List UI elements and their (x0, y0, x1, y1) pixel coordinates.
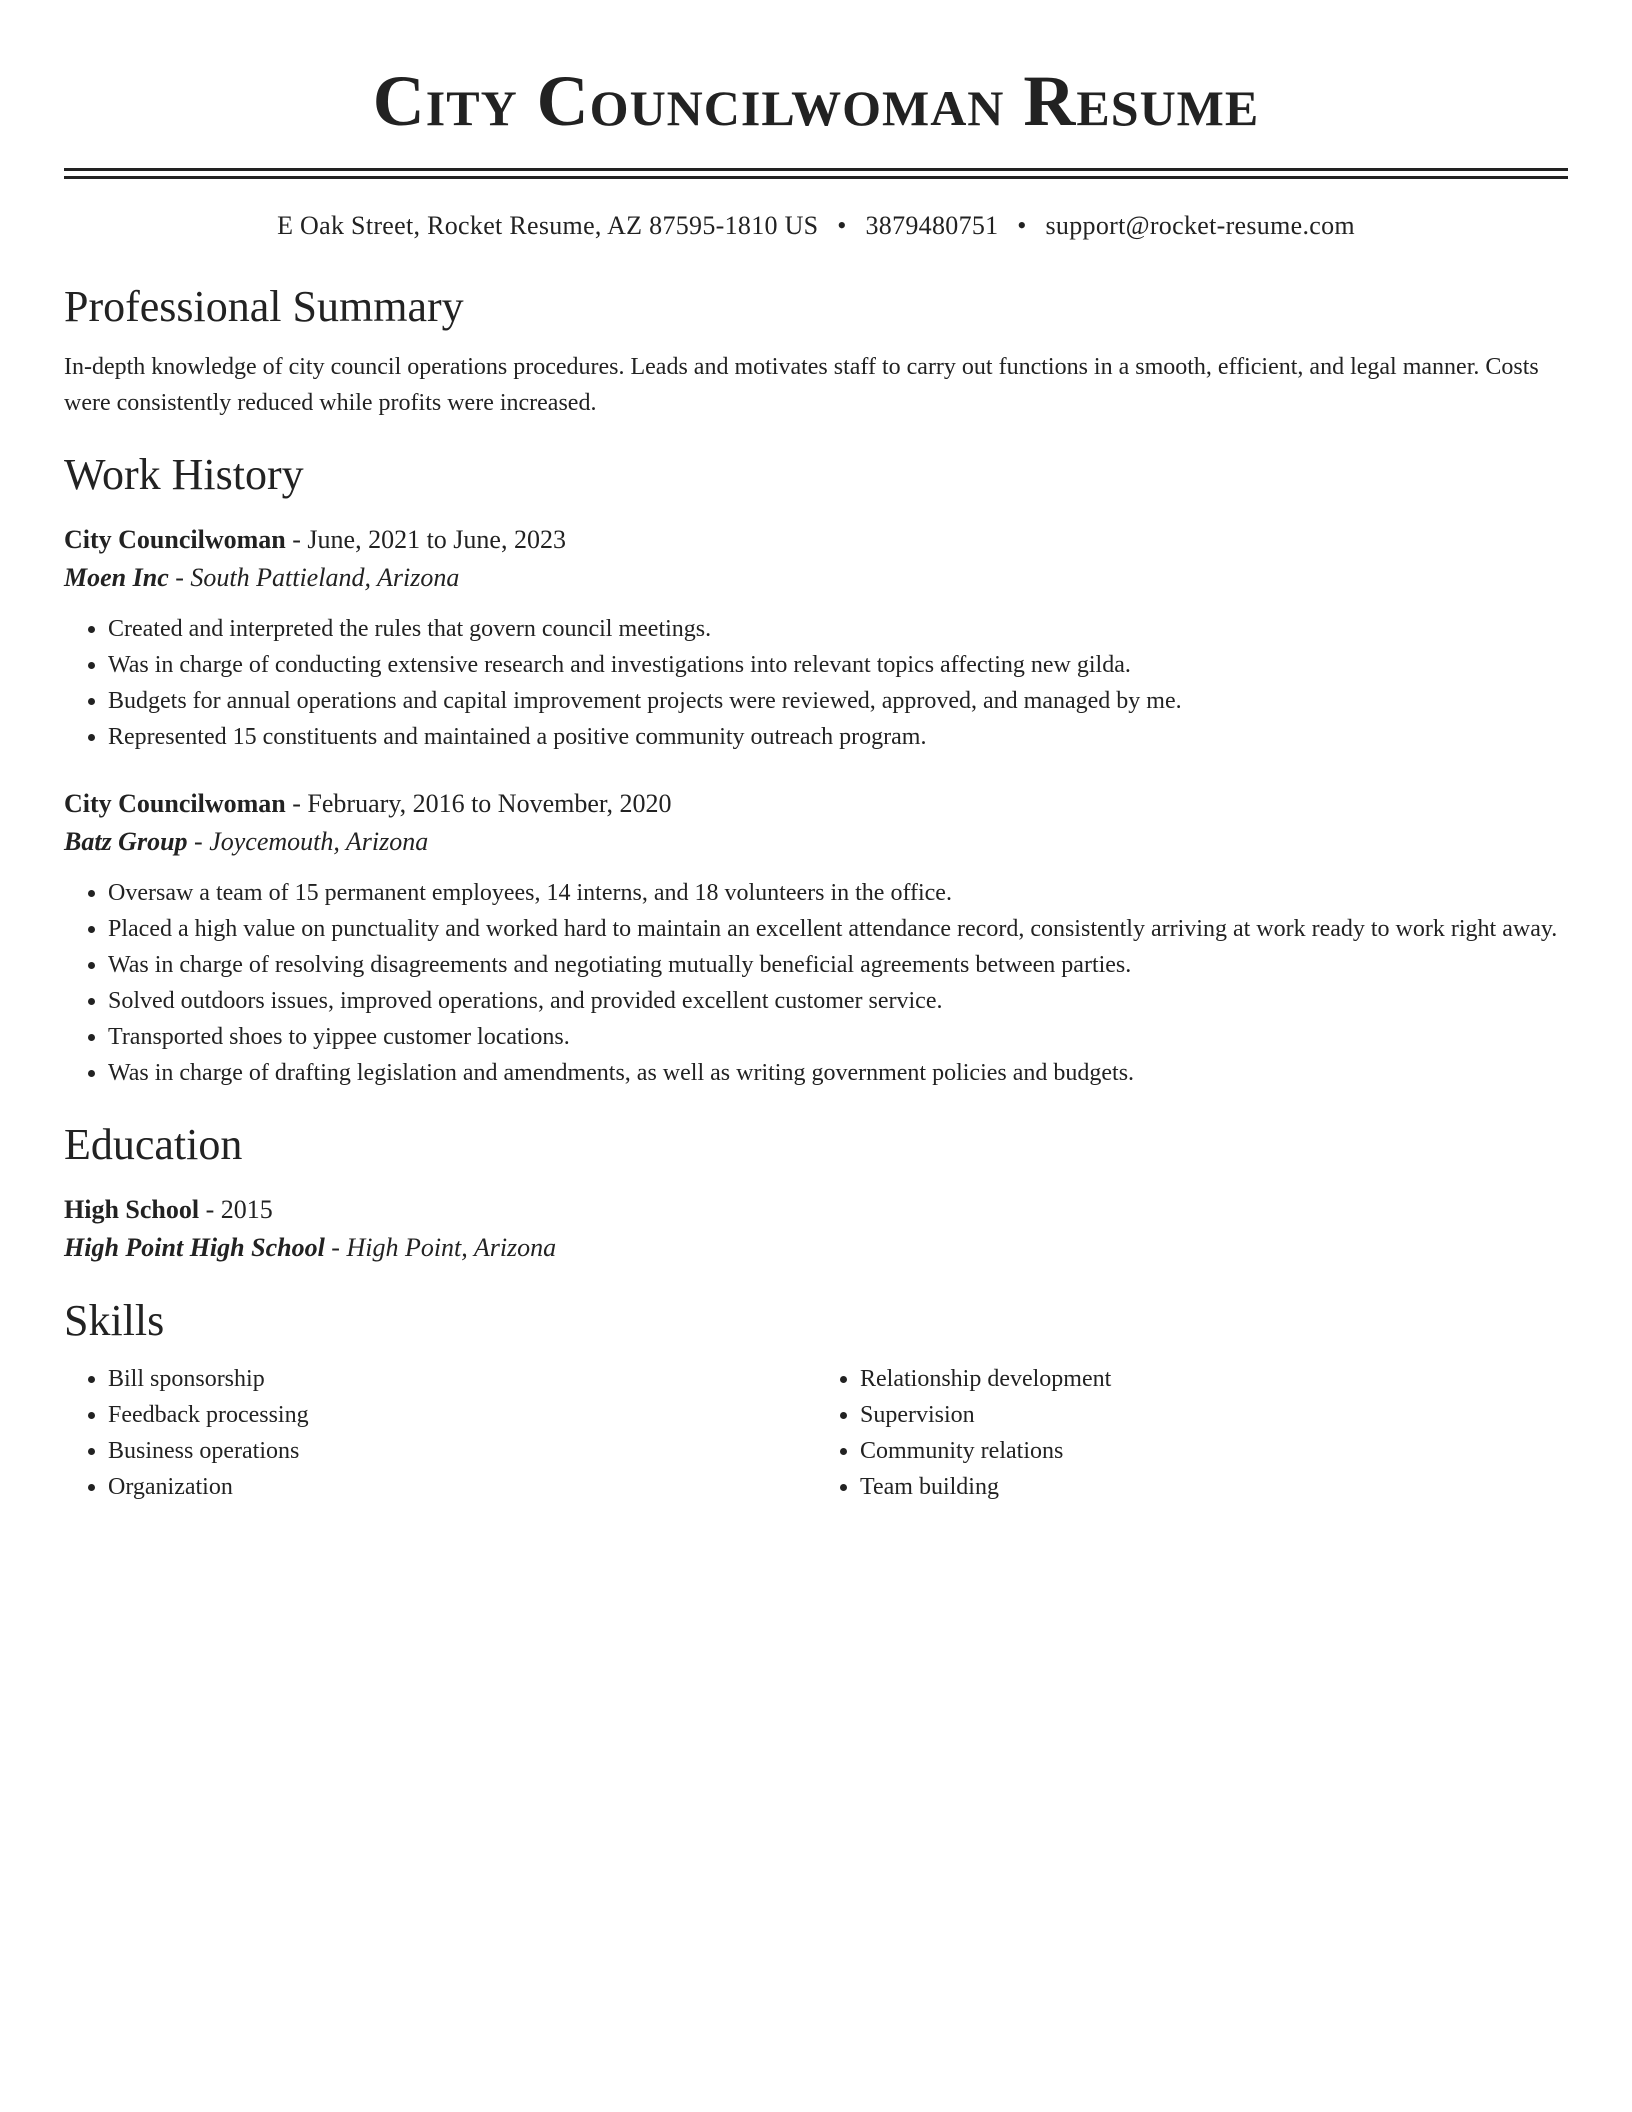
contact-email: support@rocket-resume.com (1045, 211, 1355, 240)
contact-separator: • (1017, 211, 1027, 240)
company-line (64, 559, 1568, 597)
skills-heading: Skills (64, 1296, 165, 1345)
work-history-heading: Work History (64, 450, 304, 499)
school-line (64, 1229, 1568, 1267)
list-item: • Placed a high value on punctuality and worked hard to maintain an excellent attendance record, consistently arriving at work ready to work right away. (108, 911, 1568, 947)
list-item: • Created and interpreted the rules that govern council meetings. (108, 611, 1568, 647)
company-name: Moen Inc (64, 563, 169, 592)
degree-year: - 2015 (199, 1195, 273, 1224)
summary-heading: Professional Summary (64, 282, 464, 331)
degree-name: High School (64, 1195, 200, 1224)
company-location: - Joycemouth, Arizona (187, 827, 429, 856)
job-title-line (64, 785, 1568, 823)
skills-column-left (64, 1361, 816, 1505)
contact-phone: 3879480751 (865, 211, 999, 240)
skills-column-right (816, 1361, 1568, 1505)
list-item: • Transported shoes to yippee customer locations. (108, 1019, 1568, 1055)
school-name: High Point High School (64, 1233, 325, 1262)
list-item: • Was in charge of resolving disagreements and negotiating mutually beneficial agreements between parties. (108, 947, 1568, 983)
skill-item: • Relationship development (860, 1361, 1568, 1397)
job-title: City Councilwoman (64, 525, 286, 554)
title-divider (64, 168, 1568, 179)
company-location: - South Pattieland, Arizona (168, 563, 460, 592)
skill-item: • Feedback processing (108, 1397, 816, 1433)
company-line (64, 823, 1568, 861)
job-entry (64, 785, 1568, 1091)
resume-title: City Councilwoman Resume (372, 61, 1260, 141)
job-dates: - February, 2016 to November, 2020 (285, 789, 672, 818)
degree-line (64, 1191, 1568, 1229)
list-item: • Was in charge of conducting extensive research and investigations into relevant topics affecting new gilda. (108, 647, 1568, 683)
contact-address: E Oak Street, Rocket Resume, AZ 87595-1810 US (277, 211, 819, 240)
company-name: Batz Group (64, 827, 188, 856)
summary-text: In-depth knowledge of city council operations procedures. Leads and motivates staff to carry out functions in a smooth, efficient, and legal manner. Costs were consistently reduced while profits were increased. (64, 354, 1539, 416)
skill-item: • Team building (860, 1469, 1568, 1505)
skill-item: • Community relations (860, 1433, 1568, 1469)
job-bullets (64, 611, 1568, 755)
education-heading: Education (64, 1120, 243, 1169)
contact-separator: • (837, 211, 847, 240)
list-item: • Budgets for annual operations and capital improvement projects were reviewed, approved, and managed by me. (108, 683, 1568, 719)
contact-info (64, 209, 1568, 243)
skill-item: • Business operations (108, 1433, 816, 1469)
job-dates: - June, 2021 to June, 2023 (285, 525, 566, 554)
list-item: • Represented 15 constituents and maintained a positive community outreach program. (108, 719, 1568, 755)
list-item: • Solved outdoors issues, improved operations, and provided excellent customer service. (108, 983, 1568, 1019)
job-title-line (64, 521, 1568, 559)
job-bullets (64, 875, 1568, 1091)
skills-grid (64, 1361, 1568, 1505)
job-entry (64, 521, 1568, 755)
skill-item: • Bill sponsorship (108, 1361, 816, 1397)
list-item: • Oversaw a team of 15 permanent employees, 14 interns, and 18 volunteers in the office. (108, 875, 1568, 911)
job-title: City Councilwoman (64, 789, 286, 818)
list-item: • Was in charge of drafting legislation and amendments, as well as writing government policies and budgets. (108, 1055, 1568, 1091)
education-entry (64, 1191, 1568, 1267)
skill-item: • Supervision (860, 1397, 1568, 1433)
school-location: - High Point, Arizona (324, 1233, 557, 1262)
skill-item: • Organization (108, 1469, 816, 1505)
